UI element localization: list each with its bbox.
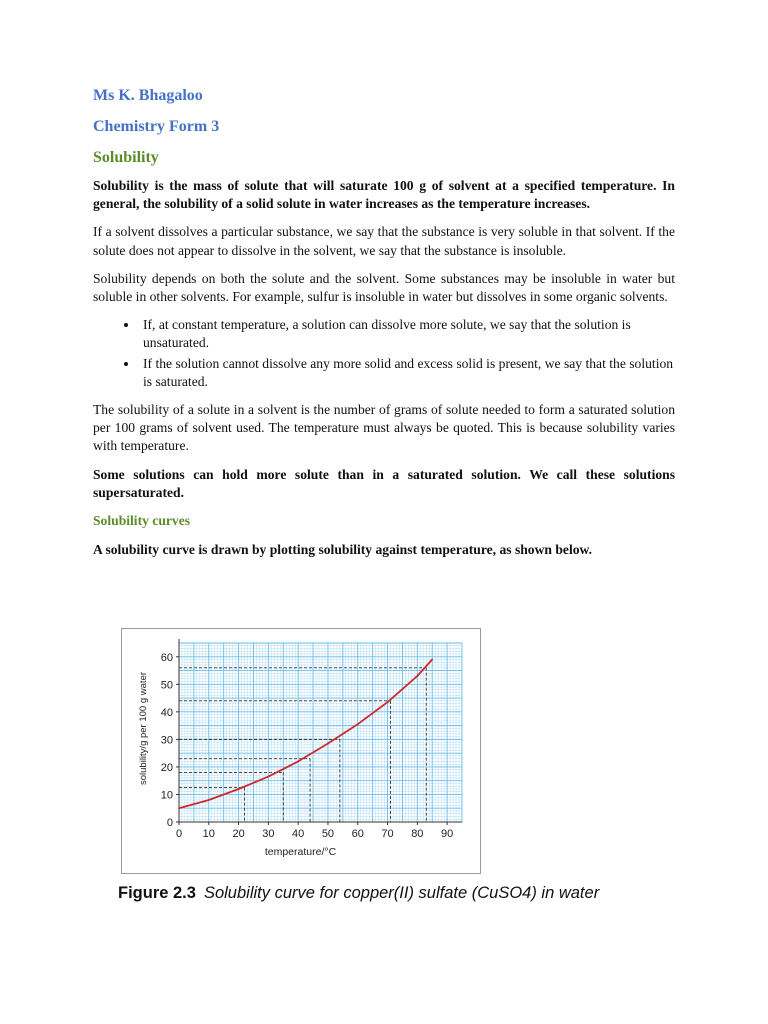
data-point	[238, 788, 240, 790]
y-axis-label: solubility/g per 100 g water	[138, 671, 149, 786]
x-tick-label: 90	[440, 828, 454, 840]
data-point	[208, 799, 210, 801]
y-tick-label: 60	[160, 651, 173, 664]
y-tick-label: 10	[160, 789, 173, 802]
x-tick-label: 30	[262, 828, 275, 840]
document-body	[93, 86, 675, 569]
x-tick-label: 60	[351, 828, 364, 840]
soluble-paragraph: If a solvent dissolves a particular substance, we say that the substance is very soluble in that solvent. If the solute does not appear to dissolve in the solvent, we say that the substance is insoluble.	[93, 224, 675, 258]
x-tick-label: 70	[381, 828, 394, 840]
data-point	[178, 807, 180, 809]
data-point	[431, 659, 433, 661]
x-tick-label: 40	[292, 828, 305, 840]
grams-paragraph: The solubility of a solute in a solvent is the number of grams of solute needed to form a saturated solution per 100 grams of solvent used. The temperature must always be quoted. This is because solubility varies with temperature.	[93, 402, 675, 454]
x-axis-label: temperature/°C	[264, 846, 337, 858]
figure-label: Figure 2.3	[118, 884, 196, 902]
x-tick-label: 50	[321, 828, 335, 840]
figure-caption-text: Solubility curve for copper(II) sulfate (CuSO4) in water	[203, 884, 600, 902]
solubility-chart-figure	[121, 628, 481, 874]
list-item-saturated: • If the solution cannot dissolve any more solid and excess solid is present, we say that the solution is saturated.	[139, 355, 675, 391]
saturation-list	[93, 316, 675, 391]
data-point	[357, 723, 359, 725]
solubility-chart	[122, 629, 480, 873]
data-point	[267, 776, 269, 778]
x-tick-label: 0	[175, 828, 183, 840]
y-tick-label: 0	[166, 817, 173, 829]
y-tick-label: 50	[160, 679, 173, 692]
data-point	[416, 675, 418, 677]
page-title: Solubility	[93, 149, 159, 166]
supersaturated-paragraph: Some solutions can hold more solute than in a saturated solution. We call these solutions supersaturated.	[93, 466, 675, 500]
x-tick-label: 10	[202, 828, 215, 840]
definition-paragraph: Solubility is the mass of solute that will saturate 100 g of solvent at a specified temperature. In general, the solubility of a solid solute in water increases as the temperature increases.	[93, 178, 675, 212]
depends-paragraph: Solubility depends on both the solute and the solvent. Some substances may be insoluble in water but soluble in other solvents. For example, sulfur is insoluble in water but dissolves in some organic solvents.	[93, 270, 675, 305]
data-point	[297, 761, 299, 763]
course-title: Chemistry Form 3	[93, 118, 220, 135]
y-tick-label: 30	[160, 734, 173, 747]
x-tick-label: 80	[411, 828, 424, 840]
author-name: Ms K. Bhagaloo	[93, 87, 203, 104]
list-item-unsaturated: • If, at constant temperature, a solution can dissolve more solute, we say that the solution is unsaturated.	[139, 316, 675, 352]
solubility-curves-heading: Solubility curves	[93, 513, 191, 529]
data-point	[327, 743, 329, 745]
figure-caption	[118, 884, 678, 903]
x-tick-label: 20	[232, 828, 245, 840]
data-point	[387, 701, 389, 703]
y-tick-label: 20	[160, 761, 173, 774]
curve-intro-paragraph: A solubility curve is drawn by plotting solubility against temperature, as shown below.	[93, 542, 592, 558]
y-tick-label: 40	[160, 706, 173, 719]
